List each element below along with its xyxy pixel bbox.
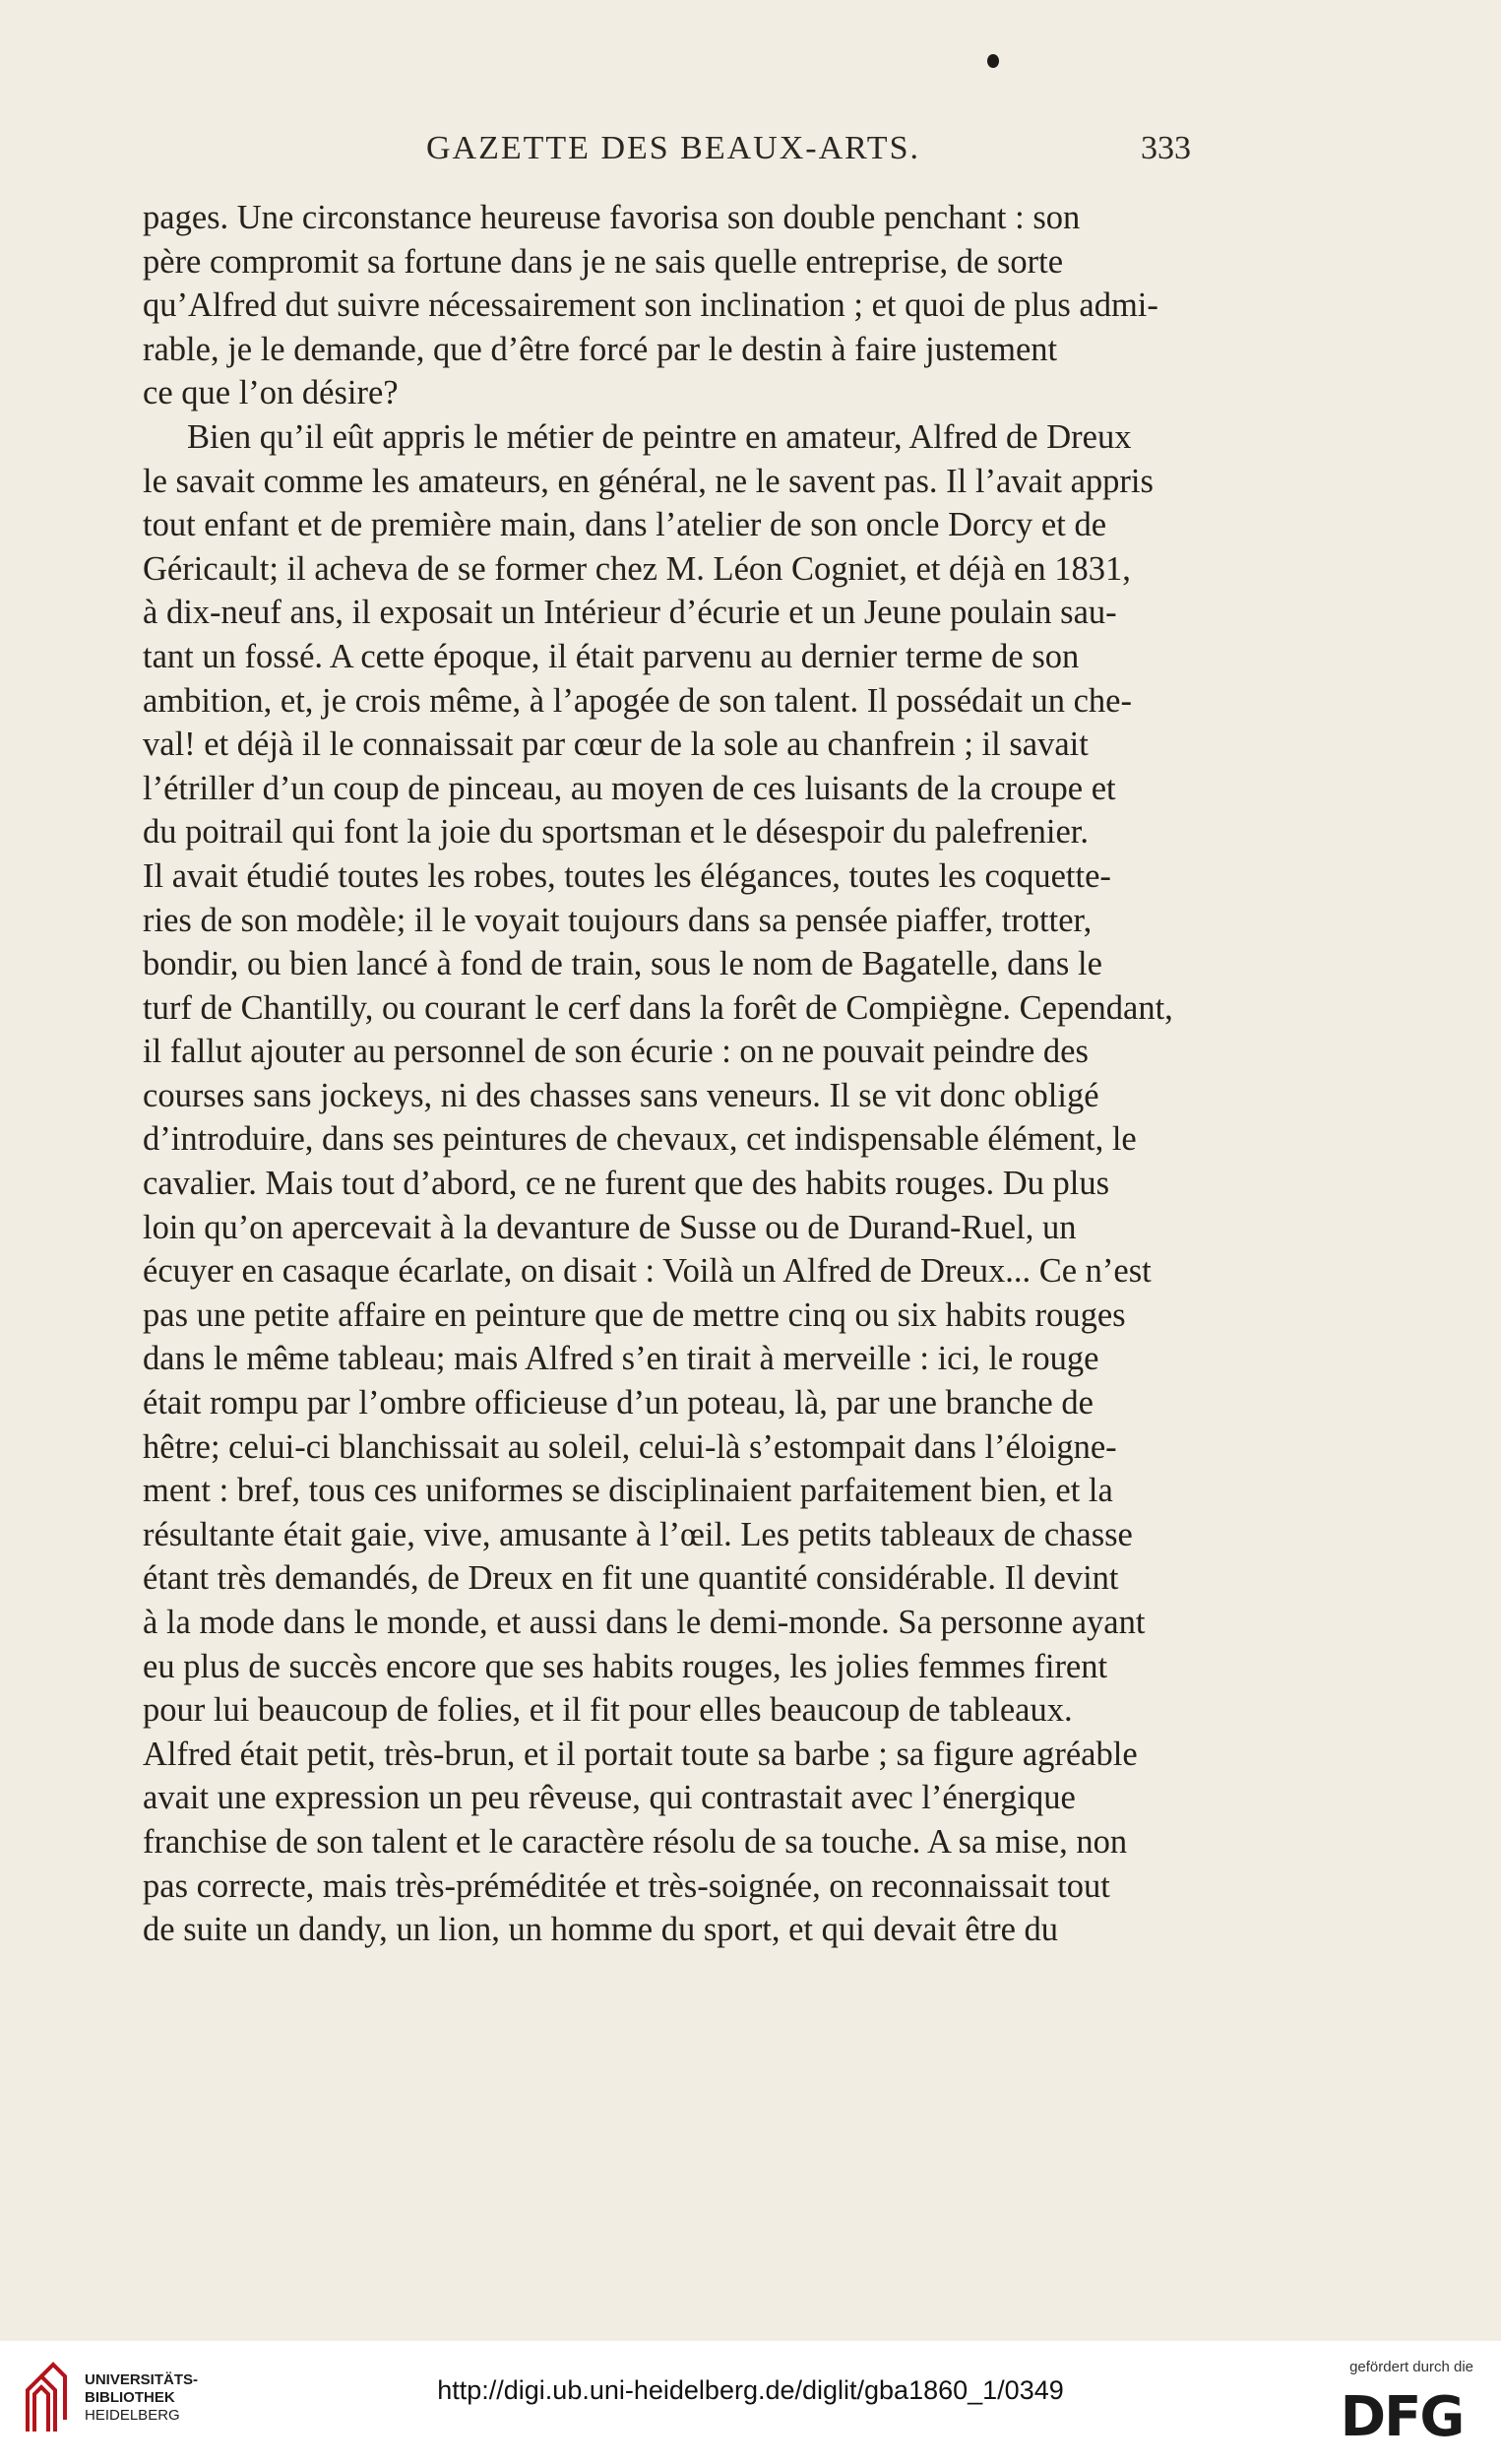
text-line: bondir, ou bien lancé à fond de train, sous le nom de Bagatelle, dans le (143, 945, 1102, 983)
running-title: GAZETTE DES BEAUX-ARTS. (426, 130, 920, 166)
text-line: tout enfant et de première main, dans l’atelier de son oncle Dorcy et de (143, 506, 1107, 544)
text-line: pas correcte, mais très-préméditée et très-soignée, on reconnaissait tout (143, 1866, 1110, 1905)
funding-label: gefördert durch die (1349, 2359, 1473, 2375)
dfg-logo-icon (1328, 2384, 1475, 2443)
text-line: tant un fossé. A cette époque, il était parvenu au dernier terme de son (143, 637, 1080, 675)
text-line: pages. Une circonstance heureuse favorisa son double penchant : son (143, 199, 1081, 236)
text-line: franchise de son talent et le caractère résolu de sa touche. A sa mise, non (143, 1822, 1128, 1861)
text-line: à la mode dans le monde, et aussi dans le demi-monde. Sa personne ayant (143, 1604, 1146, 1641)
text-line: résultante était gaie, vive, amusante à l’œil. Les petits tableaux de chasse (143, 1515, 1133, 1553)
ink-spot (987, 54, 999, 68)
text-line: dans le même tableau; mais Alfred s’en tirait à merveille : ici, le rouge (143, 1340, 1099, 1378)
university-library-name: UNIVERSITÄTS- BIBLIOTHEK HEIDELBERG (85, 2371, 199, 2424)
text-line: courses sans jockeys, ni des chasses sans veneurs. Il se vit donc obligé (143, 1076, 1099, 1114)
text-line: il fallut ajouter au personnel de son écurie : on ne pouvait peindre des (143, 1033, 1089, 1071)
text-line: de suite un dandy, un lion, un homme du sport, et qui devait être du (143, 1911, 1059, 1949)
text-line: l’étriller d’un coup de pinceau, au moyen de ces luisants de la croupe et (143, 769, 1116, 807)
text-line: était rompu par l’ombre officieuse d’un poteau, là, par une branche de (143, 1384, 1094, 1422)
text-line: pour lui beaucoup de folies, et il fit pour elles beaucoup de tableaux. (143, 1691, 1073, 1730)
text-line: turf de Chantilly, ou courant le cerf dans la forêt de Compiègne. Cependant, (143, 988, 1173, 1027)
text-line: val! et déjà il le connaissait par cœur de la sole au chanfrein ; il savait (143, 726, 1089, 764)
footer-bar (0, 2341, 1501, 2464)
source-url-link[interactable]: http://digi.ub.uni-heidelberg.de/diglit/gba1860_1/0349 (437, 2375, 1064, 2405)
text-line: écuyer en casaque écarlate, on disait : Voilà un Alfred de Dreux... Ce n’est (143, 1252, 1152, 1291)
svg-text:DFG: DFG (1340, 2385, 1464, 2443)
text-line: ambition, et, je crois même, à l’apogée de son talent. Il possédait un che- (143, 681, 1132, 720)
text-line: qu’Alfred dut suivre nécessairement son inclination ; et quoi de plus admi- (143, 286, 1158, 325)
text-line: à dix-neuf ans, il exposait un Intérieur d’écurie et un Jeune poulain sau- (143, 594, 1117, 632)
text-line: loin qu’on apercevait à la devanture de Susse ou de Durand-Ruel, un (143, 1208, 1077, 1246)
text-line: ce que l’on désire? (143, 374, 399, 412)
text-line: d’introduire, dans ses peintures de chevaux, cet indispensable élément, le (143, 1120, 1137, 1159)
text-line: hêtre; celui-ci blanchissait au soleil, celui-là s’estompait dans l’éloigne- (143, 1427, 1117, 1466)
text-line: pas une petite affaire en peinture que de mettre cinq ou six habits rouges (143, 1295, 1126, 1334)
text-line: Bien qu’il eût appris le métier de peintre en amateur, Alfred de Dreux (187, 417, 1132, 456)
text-line: père compromit sa fortune dans je ne sais quelle entreprise, de sorte (143, 242, 1064, 281)
text-line: eu plus de succès encore que ses habits rouges, les jolies femmes firent (143, 1647, 1108, 1685)
page-number: 333 (1141, 130, 1191, 166)
text-line: étant très demandés, de Dreux en fit une quantité considérable. Il devint (143, 1559, 1119, 1598)
text-line: du poitrail qui font la joie du sportsman et le désespoir du palefrenier. (143, 813, 1089, 852)
text-line: ries de son modèle; il le voyait toujours dans sa pensée piaffer, trotter, (143, 901, 1093, 939)
text-line: cavalier. Mais tout d’abord, ce ne furent que des habits rouges. Du plus (143, 1165, 1110, 1203)
text-line: Il avait étudié toutes les robes, toutes les élégances, toutes les coquette- (143, 856, 1111, 895)
text-line: ment : bref, tous ces uniformes se disciplinaient parfaitement bien, et la (143, 1472, 1113, 1510)
text-line: Alfred était petit, très-brun, et il portait toute sa barbe ; sa figure agréable (143, 1735, 1138, 1773)
text-line: le savait comme les amateurs, en général, ne le savent pas. Il l’avait appris (143, 462, 1154, 500)
text-line: avait une expression un peu rêveuse, qui contrastait avec l’énergique (143, 1779, 1076, 1817)
text-line: rable, je le demande, que d’être forcé par le destin à faire justement (143, 330, 1058, 368)
body-text (143, 196, 1191, 1952)
text-line: Géricault; il acheva de se former chez M. Léon Cogniet, et déjà en 1831, (143, 549, 1131, 588)
running-header (143, 130, 1191, 173)
